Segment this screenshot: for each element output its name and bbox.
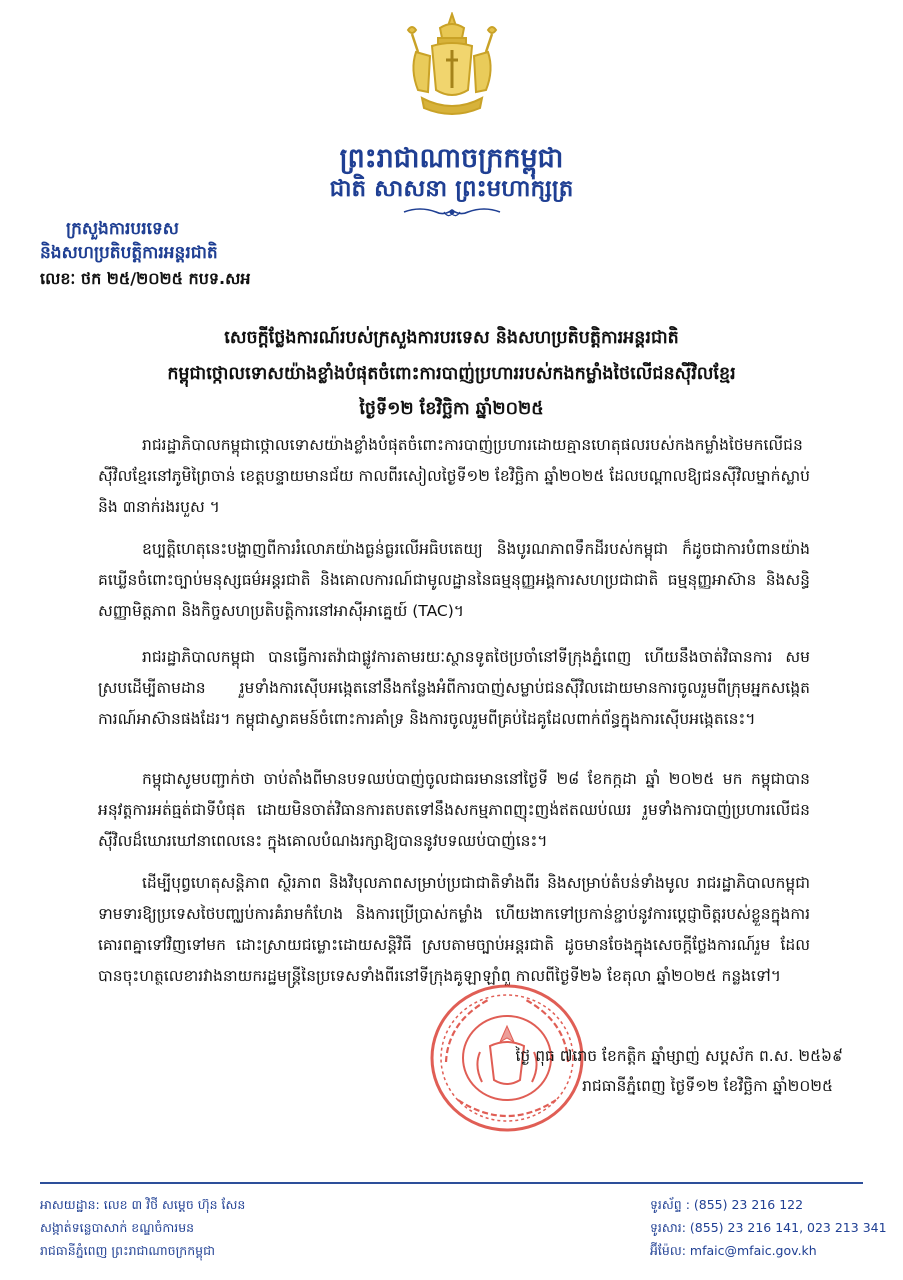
statement-date: ថ្ងៃទី១២ ខែវិច្ឆិកា ឆ្នាំ២០២៥ [359,399,544,419]
footer-address-line2: សង្កាត់ទន្លេបាសាក់ ខណ្ឌចំការមន [40,1220,195,1235]
ministry-name-line2: និងសហប្រតិបត្តិការអន្តរជាតិ [40,243,218,263]
body-paragraph-2: ឧប្បត្តិហេតុនេះបង្ហាញពីការរំលោភយ៉ាងធ្ងន់ធ្ងរលើអធិបតេយ្យ និងបូរណភាពទឹកដីរបស់កម្ពុជា ក៏ដូចជាការបំពានយ៉ាងគឃ្លើនចំពោះច្បាប់មនុស្សធម៌អន្តរជាតិ និងគោលការណ៍ជាមូលដ្ឋាននៃធម្មនុញ្ញអង្គការសហប្រជាជាតិ ធម្មនុញ្ញអាស៊ាន និងសន្ធិសញ្ញាមិត្តភាព និងកិច្ចសហប្រតិបត្តិការនៅអាស៊ីអាគ្នេយ៍ (TAC)។ [98,540,810,620]
footer-phone: ទូរស័ព្ទ : (855) 23 216 122 [650,1197,804,1212]
body-paragraph-1: រាជរដ្ឋាភិបាលកម្ពុជាថ្កោលទោសយ៉ាងខ្លាំងបំផុតចំពោះការបាញ់ប្រហារដោយគ្មានហេតុផលរបស់កងកម្លាំងថៃមកលើជនស៊ីវិលខ្មែរនៅភូមិព្រៃចាន់ ខេត្តបន្ទាយមានជ័យ កាលពីរសៀលថ្ងៃទី១២ ខែវិច្ឆិកា ឆ្នាំ២០២៥ ដែលបណ្តាលឱ្យជនស៊ីវិលម្នាក់ស្លាប់ និង ៣នាក់រងរបួស ។ [98,436,810,516]
footer-divider [40,1182,863,1184]
statement-title-line2: កម្ពុជាថ្កោលទោសយ៉ាងខ្លាំងបំផុតចំពោះការបាញ់ប្រហាររបស់កងកម្លាំងថៃលើជនស៊ីវិលខ្មែរ [167,364,736,384]
footer-address-line1: អាសយដ្ឋាន: លេខ ៣ វិថី សម្តេច ហ៊ុន សែន [40,1197,246,1212]
footer-email[interactable]: អ៊ីម៉ែល: mfaic@mfaic.gov.kh [650,1243,817,1258]
footer-address-line3: រាជធានីភ្នំពេញ ព្រះរាជាណាចក្រកម្ពុជា [40,1243,215,1258]
ornament-divider-icon [400,204,504,220]
national-motto: ជាតិ សាសនា ព្រះមហាក្សត្រ [329,175,574,202]
ministry-name-line1: ក្រសួងការបរទេស [66,219,179,239]
lunar-date: ថ្ងៃ ពុធ ៧រោច ខែកត្តិក ឆ្នាំម្សាញ់ សប្តស័ក ព.ស. ២៥៦៩ [515,1047,843,1065]
body-paragraph-3: រាជរដ្ឋាភិបាលកម្ពុជា បានធ្វើការតវ៉ាជាផ្លូវការតាមរយៈស្ថានទូតថៃប្រចាំនៅទីក្រុងភ្នំពេញ ហើយនឹងចាត់វិធានការ សមស្របដើម្បីតាមដាន រួមទាំងការស៊ើបអង្កេតនៅនឹងកន្លែងអំពីការបាញ់សម្លាប់ជនស៊ីវិលដោយមានការចូលរួមពីក្រុមអ្នកសង្កេតការណ៍អាស៊ានផងដែរ។ កម្ពុជាស្វាគមន៍ចំពោះការគាំទ្រ និងការចូលរួមពីគ្រប់ដៃគូដែលពាក់ព័ន្ធក្នុងការស៊ើបអង្កេតនេះ។ [98,648,810,728]
statement-title-line1: សេចក្តីថ្លែងការណ៍របស់ក្រសួងការបរទេស និងសហប្រតិបត្តិការអន្តរជាតិ [224,328,679,348]
body-paragraph-5: ដើម្បីបុព្វហេតុសន្តិភាព ស្ថិរភាព និងវិបុលភាពសម្រាប់ប្រជាជាតិទាំងពីរ និងសម្រាប់តំបន់ទាំងមូល រាជរដ្ឋាភិបាលកម្ពុជាទាមទារឱ្យប្រទេសថៃបញ្ឈប់ការគំរាមកំហែង និងការប្រើប្រាស់កម្លាំង ហើយងាកទៅប្រកាន់ខ្ជាប់នូវការប្តេជ្ញាចិត្តរបស់ខ្លួនក្នុងការគោរពគ្នាទៅវិញទៅមក ដោះស្រាយជម្លោះដោយសន្តិវិធី ស្របតាមច្បាប់អន្តរជាតិ ដូចមានចែងក្នុងសេចក្តីថ្លែងការណ៍រួម ដែលបានចុះហត្ថលេខារវាងនាយករដ្ឋមន្ត្រីនៃប្រទេសទាំងពីរនៅទីក្រុងគូឡាឡាំពួ កាលពីថ្ងៃទី២៦ ខែតុលា ឆ្នាំ២០២៥ កន្លងទៅ។ [98,874,810,985]
footer-fax: ទូរសារ: (855) 23 216 141, 023 213 341 [650,1220,887,1235]
royal-arms-icon [402,12,502,124]
kingdom-name: ព្រះរាជាណាចក្រកម្ពុជា [339,143,564,174]
place-and-date: រាជធានីភ្នំពេញ ថ្ងៃទី១២ ខែវិច្ឆិកា ឆ្នាំ២០២៥ [582,1077,833,1095]
body-paragraph-4: កម្ពុជាសូមបញ្ជាក់ថា ចាប់តាំងពីមានបទឈប់បាញ់ចូលជាធរមាននៅថ្ងៃទី ២៨ ខែកក្កដា ឆ្នាំ ២០២៥ មក កម្ពុជាបានអនុវត្តការអត់ធ្មត់ជាទីបំផុត ដោយមិនចាត់វិធានការតបតទៅនឹងសកម្មភាពញុះញង់ឥតឈប់ឈរ រួមទាំងការបាញ់ប្រហារលើជនស៊ីវិលដ៏ឃោរឃៅនាពេលនេះ ក្នុងគោលបំណងរក្សាឱ្យបាននូវបទឈប់បាញ់នេះ។ [98,770,810,850]
reference-number: លេខៈ ថក ២៥/២០២៥ កបទ.សអ [40,269,251,288]
